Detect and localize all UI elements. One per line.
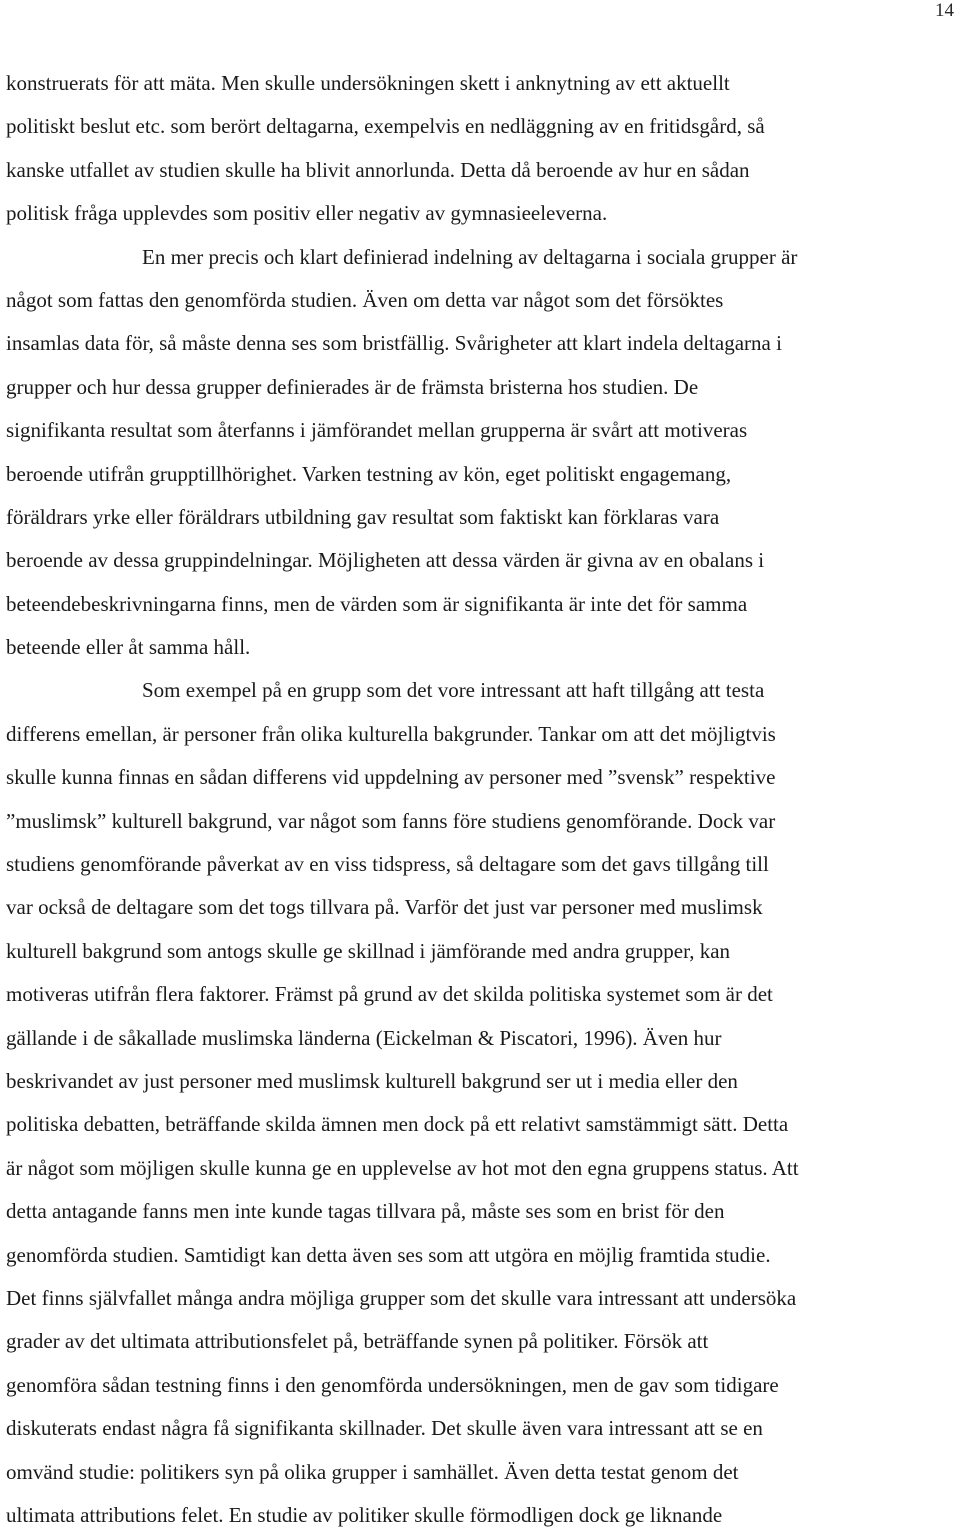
text-line: beteendebeskrivningarna finns, men de värden som är signifikanta är inte det för samma — [6, 591, 748, 616]
text-line: insamlas data för, så måste denna ses som bristfällig. Svårigheter att klart indela deltagarna i — [6, 331, 782, 356]
text-line: skulle kunna finnas en sådan differens vid uppdelning av personer med ”svensk” respektive — [6, 765, 776, 790]
text-line: beroende utifrån grupptillhörighet. Varken testning av kön, eget politiskt engagemang, — [6, 461, 732, 486]
text-line: beroende av dessa gruppindelningar. Möjligheten att dessa värden är givna av en obalans i — [6, 548, 765, 573]
text-line: gällande i de såkallade muslimska länderna (Eickelman & Piscatori, 1996). Även hur — [6, 1025, 722, 1050]
text-line: ultimata attributions felet. En studie av politiker skulle förmodligen dock ge liknande — [6, 1502, 723, 1527]
text-line: beteende eller åt samma håll. — [6, 635, 251, 660]
text-line: detta antagande fanns men inte kunde tagas tillvara på, måste ses som en brist för den — [6, 1199, 725, 1224]
text-line: beskrivandet av just personer med muslimsk kulturell bakgrund ser ut i media eller den — [6, 1068, 738, 1093]
body-text — [6, 62, 958, 1537]
text-line: diskuterats endast några få signifikanta skillnader. Det skulle även vara intressant att se en — [6, 1416, 763, 1441]
text-line: kanske utfallet av studien skulle ha blivit annorlunda. Detta då beroende av hur en sådan — [6, 157, 750, 182]
text-line: Det finns självfallet många andra möjliga grupper som det skulle vara intressant att undersöka — [6, 1285, 797, 1310]
text-line: Som exempel på en grupp som det vore intressant att haft tillgång att testa — [142, 678, 765, 703]
text-line: är något som möjligen skulle kunna ge en upplevelse av hot mot den egna gruppens status. Att — [6, 1155, 799, 1180]
text-line: genomföra sådan testning finns i den genomförda undersökningen, men de gav som tidigare — [6, 1372, 779, 1397]
text-line: grader av det ultimata attributionsfelet på, beträffande synen på politiker. Försök att — [6, 1329, 709, 1354]
text-line: något som fattas den genomförda studien. Även om detta var något som det försöktes — [6, 287, 724, 312]
text-line: politiskt beslut etc. som berört deltagarna, exempelvis en nedläggning av en fritidsgård, så — [6, 114, 765, 139]
text-line: var också de deltagare som det togs tillvara på. Varför det just var personer med muslimsk — [6, 895, 763, 920]
text-line: motiveras utifrån flera faktorer. Främst på grund av det skilda politiska systemet som är det — [6, 982, 773, 1007]
text-line: konstruerats för att mäta. Men skulle undersökningen skett i anknytning av ett aktuellt — [6, 71, 730, 95]
text-line: politiska debatten, beträffande skilda ämnen men dock på ett relativt samstämmigt sätt. Detta — [6, 1112, 789, 1137]
text-line: differens emellan, är personer från olika kulturella bakgrunder. Tankar om att det möjligtvis — [6, 721, 776, 746]
text-line: signifikanta resultat som återfanns i jämförandet mellan grupperna är svårt att motiveras — [6, 418, 748, 443]
text-line: omvänd studie: politikers syn på olika grupper i samhället. Även detta testat genom det — [6, 1459, 739, 1484]
text-line: politisk fråga upplevdes som positiv eller negativ av gymnasieeleverna. — [6, 201, 608, 226]
text-line: En mer precis och klart definierad indelning av deltagarna i sociala grupper är — [142, 244, 798, 269]
page-number: 14 — [935, 0, 954, 21]
text-line: studiens genomförande påverkat av en viss tidspress, så deltagare som det gavs tillgång till — [6, 852, 769, 877]
text-line: ”muslimsk” kulturell bakgrund, var något som fanns före studiens genomförande. Dock var — [6, 808, 776, 833]
text-line: genomförda studien. Samtidigt kan detta även ses som att utgöra en möjlig framtida studie. — [6, 1242, 771, 1267]
text-line: kulturell bakgrund som antogs skulle ge skillnad i jämförande med andra grupper, kan — [6, 938, 731, 963]
text-line: grupper och hur dessa grupper definierades är de främsta bristerna hos studien. De — [6, 374, 699, 399]
text-line: föräldrars yrke eller föräldrars utbildning gav resultat som faktiskt kan förklaras vara — [6, 504, 720, 529]
